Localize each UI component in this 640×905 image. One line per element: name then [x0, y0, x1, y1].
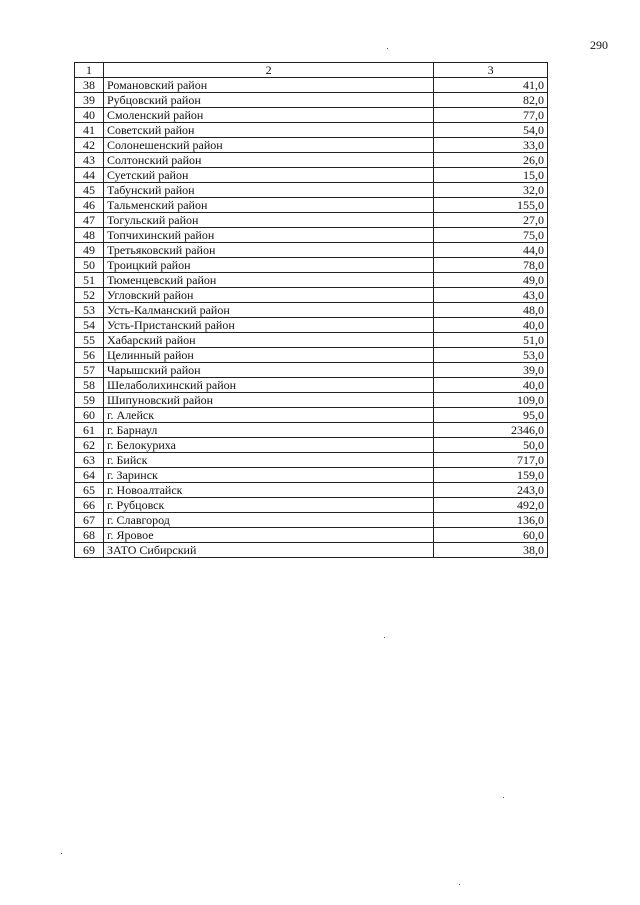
row-name: г. Заринск: [103, 468, 433, 483]
table-row: [75, 423, 548, 438]
table-body: [75, 78, 548, 558]
table-row: [75, 123, 548, 138]
row-value: 53,0: [434, 348, 548, 363]
row-value: 33,0: [434, 138, 548, 153]
row-value: 44,0: [434, 243, 548, 258]
row-number: 55: [75, 333, 104, 348]
table-row: [75, 468, 548, 483]
row-value: 49,0: [434, 273, 548, 288]
row-name: ЗАТО Сибирский: [103, 543, 433, 558]
row-name: г. Бийск: [103, 453, 433, 468]
row-number: 57: [75, 363, 104, 378]
row-value: 50,0: [434, 438, 548, 453]
row-number: 45: [75, 183, 104, 198]
row-number: 49: [75, 243, 104, 258]
row-name: Угловский район: [103, 288, 433, 303]
row-value: 27,0: [434, 213, 548, 228]
table-row: [75, 153, 548, 168]
row-name: Хабарский район: [103, 333, 433, 348]
table-row: [75, 543, 548, 558]
page-number: 290: [590, 38, 608, 52]
scan-speck: [459, 884, 460, 885]
row-name: Солтонский район: [103, 153, 433, 168]
row-number: 64: [75, 468, 104, 483]
row-value: 41,0: [434, 78, 548, 93]
row-number: 39: [75, 93, 104, 108]
row-number: 53: [75, 303, 104, 318]
table-row: [75, 483, 548, 498]
row-number: 58: [75, 378, 104, 393]
row-number: 46: [75, 198, 104, 213]
row-value: 243,0: [434, 483, 548, 498]
row-value: 2346,0: [434, 423, 548, 438]
row-name: Смоленский район: [103, 108, 433, 123]
row-number: 56: [75, 348, 104, 363]
header-col-3: 3: [434, 63, 548, 78]
row-value: 40,0: [434, 318, 548, 333]
row-number: 51: [75, 273, 104, 288]
row-name: Романовский район: [103, 78, 433, 93]
table-row: [75, 183, 548, 198]
row-number: 67: [75, 513, 104, 528]
row-number: 61: [75, 423, 104, 438]
row-value: 43,0: [434, 288, 548, 303]
row-name: Целинный район: [103, 348, 433, 363]
row-number: 47: [75, 213, 104, 228]
row-number: 62: [75, 438, 104, 453]
row-value: 109,0: [434, 393, 548, 408]
row-value: 77,0: [434, 108, 548, 123]
row-value: 78,0: [434, 258, 548, 273]
row-name: Третьяковский район: [103, 243, 433, 258]
row-name: Чарышский район: [103, 363, 433, 378]
row-value: 26,0: [434, 153, 548, 168]
row-number: 48: [75, 228, 104, 243]
table-row: [75, 213, 548, 228]
row-value: 54,0: [434, 123, 548, 138]
row-number: 40: [75, 108, 104, 123]
row-value: 40,0: [434, 378, 548, 393]
row-number: 60: [75, 408, 104, 423]
header-col-1: 1: [75, 63, 104, 78]
table-row: [75, 318, 548, 333]
row-number: 38: [75, 78, 104, 93]
row-name: Тальменский район: [103, 198, 433, 213]
table-row: [75, 243, 548, 258]
row-number: 50: [75, 258, 104, 273]
row-name: Рубцовский район: [103, 93, 433, 108]
scan-speck: [61, 853, 62, 854]
row-name: Тогульский район: [103, 213, 433, 228]
table-row: [75, 108, 548, 123]
table-row: [75, 393, 548, 408]
row-value: 136,0: [434, 513, 548, 528]
header-col-2: 2: [103, 63, 433, 78]
row-value: 32,0: [434, 183, 548, 198]
row-name: Шелаболихинский район: [103, 378, 433, 393]
table-row: [75, 273, 548, 288]
table-row: [75, 288, 548, 303]
row-name: Советский район: [103, 123, 433, 138]
data-table: [74, 62, 548, 558]
row-value: 82,0: [434, 93, 548, 108]
table-row: [75, 168, 548, 183]
table-row: [75, 333, 548, 348]
table-row: [75, 453, 548, 468]
table-row: [75, 498, 548, 513]
row-number: 69: [75, 543, 104, 558]
row-name: Троицкий район: [103, 258, 433, 273]
table-row: [75, 138, 548, 153]
table-row: [75, 78, 548, 93]
row-number: 42: [75, 138, 104, 153]
row-number: 54: [75, 318, 104, 333]
row-number: 63: [75, 453, 104, 468]
row-name: г. Алейск: [103, 408, 433, 423]
row-value: 60,0: [434, 528, 548, 543]
row-value: 717,0: [434, 453, 548, 468]
row-value: 15,0: [434, 168, 548, 183]
row-name: г. Белокуриха: [103, 438, 433, 453]
row-name: г. Рубцовск: [103, 498, 433, 513]
row-name: Табунский район: [103, 183, 433, 198]
scan-speck: [503, 797, 504, 798]
row-number: 43: [75, 153, 104, 168]
row-number: 52: [75, 288, 104, 303]
row-name: г. Барнаул: [103, 423, 433, 438]
row-name: Солонешенский район: [103, 138, 433, 153]
table-row: [75, 93, 548, 108]
row-name: Усть-Калманский район: [103, 303, 433, 318]
row-name: Суетский район: [103, 168, 433, 183]
table-row: [75, 303, 548, 318]
row-value: 492,0: [434, 498, 548, 513]
table-row: [75, 198, 548, 213]
row-value: 75,0: [434, 228, 548, 243]
table-row: [75, 378, 548, 393]
row-value: 155,0: [434, 198, 548, 213]
row-value: 51,0: [434, 333, 548, 348]
table-row: [75, 528, 548, 543]
row-name: Топчихинский район: [103, 228, 433, 243]
table-row: [75, 363, 548, 378]
table-row: [75, 258, 548, 273]
row-number: 41: [75, 123, 104, 138]
row-value: 39,0: [434, 363, 548, 378]
row-number: 44: [75, 168, 104, 183]
row-number: 65: [75, 483, 104, 498]
row-name: г. Новоалтайск: [103, 483, 433, 498]
row-name: Усть-Пристанский район: [103, 318, 433, 333]
table-row: [75, 228, 548, 243]
table-row: [75, 513, 548, 528]
row-name: Шипуновский район: [103, 393, 433, 408]
row-number: 59: [75, 393, 104, 408]
row-name: Тюменцевский район: [103, 273, 433, 288]
scan-speck: [384, 637, 385, 638]
row-number: 66: [75, 498, 104, 513]
row-value: 95,0: [434, 408, 548, 423]
table-row: [75, 348, 548, 363]
table-row: [75, 408, 548, 423]
row-value: 38,0: [434, 543, 548, 558]
row-name: г. Славгород: [103, 513, 433, 528]
scan-speck: [387, 48, 388, 49]
row-value: 48,0: [434, 303, 548, 318]
row-name: г. Яровое: [103, 528, 433, 543]
row-value: 159,0: [434, 468, 548, 483]
table-header-row: [75, 63, 548, 78]
table-row: [75, 438, 548, 453]
row-number: 68: [75, 528, 104, 543]
